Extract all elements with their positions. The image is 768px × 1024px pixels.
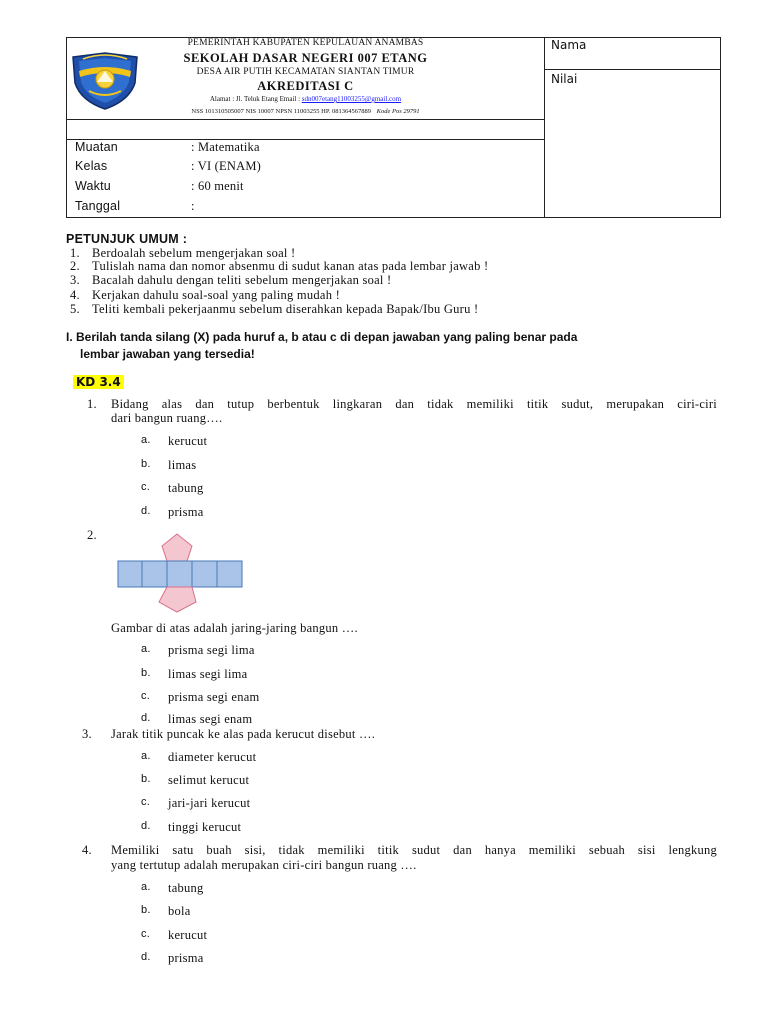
email-link[interactable]: sdn007etang11003255@gmail.com xyxy=(301,95,402,103)
instruction-num: 4. xyxy=(70,288,80,302)
net-face xyxy=(118,561,142,587)
question-text-cont: dari bangun ruang…. xyxy=(111,411,223,425)
question-number: 3. xyxy=(82,727,92,741)
net-pentagon-bottom xyxy=(159,587,196,612)
net-face xyxy=(167,561,192,587)
question-text-cont: yang tertutup adalah merupakan ciri-ciri bangun ruang …. xyxy=(111,858,417,872)
subject-label: Muatan xyxy=(75,140,118,154)
header-rule xyxy=(67,139,544,140)
instruction-num: 2. xyxy=(70,259,80,273)
net-face xyxy=(142,561,167,587)
time-value: : 60 menit xyxy=(191,179,244,193)
kd-badge xyxy=(73,373,124,391)
header-rule xyxy=(544,69,720,70)
class-value: : VI (ENAM) xyxy=(191,159,262,173)
instruction-num: 5. xyxy=(70,302,80,316)
instruction-text: Tulislah nama dan nomor absenmu di sudut kanan atas pada lembar jawab ! xyxy=(92,259,489,273)
header-rule xyxy=(67,119,544,120)
address-label: Alamat : Jl. Teluk Etang Email : xyxy=(209,95,301,103)
id-line xyxy=(67,108,544,115)
school-name: SEKOLAH DASAR NEGERI 007 ETANG xyxy=(183,51,428,65)
question-text: Memiliki satu buah sisi, tidak memiliki titik sudut dan hanya memiliki sebuah sisi lengkung xyxy=(111,843,717,857)
name-label: Nama xyxy=(551,38,587,52)
question-text: Bidang alas dan tutup berbentuk lingkaran dan tidak memiliki titik sudut, merupakan ciri-ciri xyxy=(111,397,717,411)
score-label: Nilai xyxy=(551,72,578,86)
instruction-num: 3. xyxy=(70,273,80,287)
class-label: Kelas xyxy=(75,159,108,173)
net-face xyxy=(217,561,242,587)
net-face xyxy=(192,561,217,587)
postal-code: Kode Pos 29791 xyxy=(376,108,420,115)
header-divider xyxy=(544,38,545,217)
gov-name: PEMERINTAH KABUPATEN KEPULAUAN ANAMBAS xyxy=(187,38,424,48)
village-name: DESA AIR PUTIH KECAMATAN SIANTAN TIMUR xyxy=(196,67,415,77)
date-value: : xyxy=(191,199,195,213)
section-instruction-cont: lembar jawaban yang tersedia! xyxy=(80,347,255,361)
instruction-text: Kerjakan dahulu soal-soal yang paling mudah ! xyxy=(92,288,340,302)
question-number: 4. xyxy=(82,843,92,857)
question-number: 2. xyxy=(87,528,97,542)
prism-net-figure xyxy=(116,532,246,614)
accreditation: AKREDITASI C xyxy=(257,79,354,93)
date-label: Tanggal xyxy=(75,199,121,213)
header-table xyxy=(66,37,721,218)
question-number: 1. xyxy=(87,397,97,411)
instruction-text: Teliti kembali pekerjaanmu sebelum diserahkan kepada Bapak/Ibu Guru ! xyxy=(92,302,479,316)
subject-value: : Matematika xyxy=(191,140,260,154)
instruction-num: 1. xyxy=(70,246,80,260)
address-line xyxy=(67,95,544,103)
net-pentagon-top xyxy=(162,534,192,561)
instruction-text: Bacalah dahulu dengan teliti sebelum mengerjakan soal ! xyxy=(92,273,392,287)
instructions-title: PETUNJUK UMUM : xyxy=(66,232,188,246)
school-ids: NSS 101310505007 NIS 10007 NPSN 11003255 HP. 081364567889 xyxy=(191,108,371,115)
instruction-text: Berdoalah sebelum mengerjakan soal ! xyxy=(92,246,296,260)
kd-label: KD 3.4 xyxy=(73,375,124,389)
section-instruction: I. Berilah tanda silang (X) pada huruf a, b atau c di depan jawaban yang paling benar pada xyxy=(66,330,578,344)
question-text: Gambar di atas adalah jaring-jaring bangun …. xyxy=(111,621,358,635)
question-text: Jarak titik puncak ke alas pada kerucut disebut …. xyxy=(111,727,376,741)
time-label: Waktu xyxy=(75,179,111,193)
